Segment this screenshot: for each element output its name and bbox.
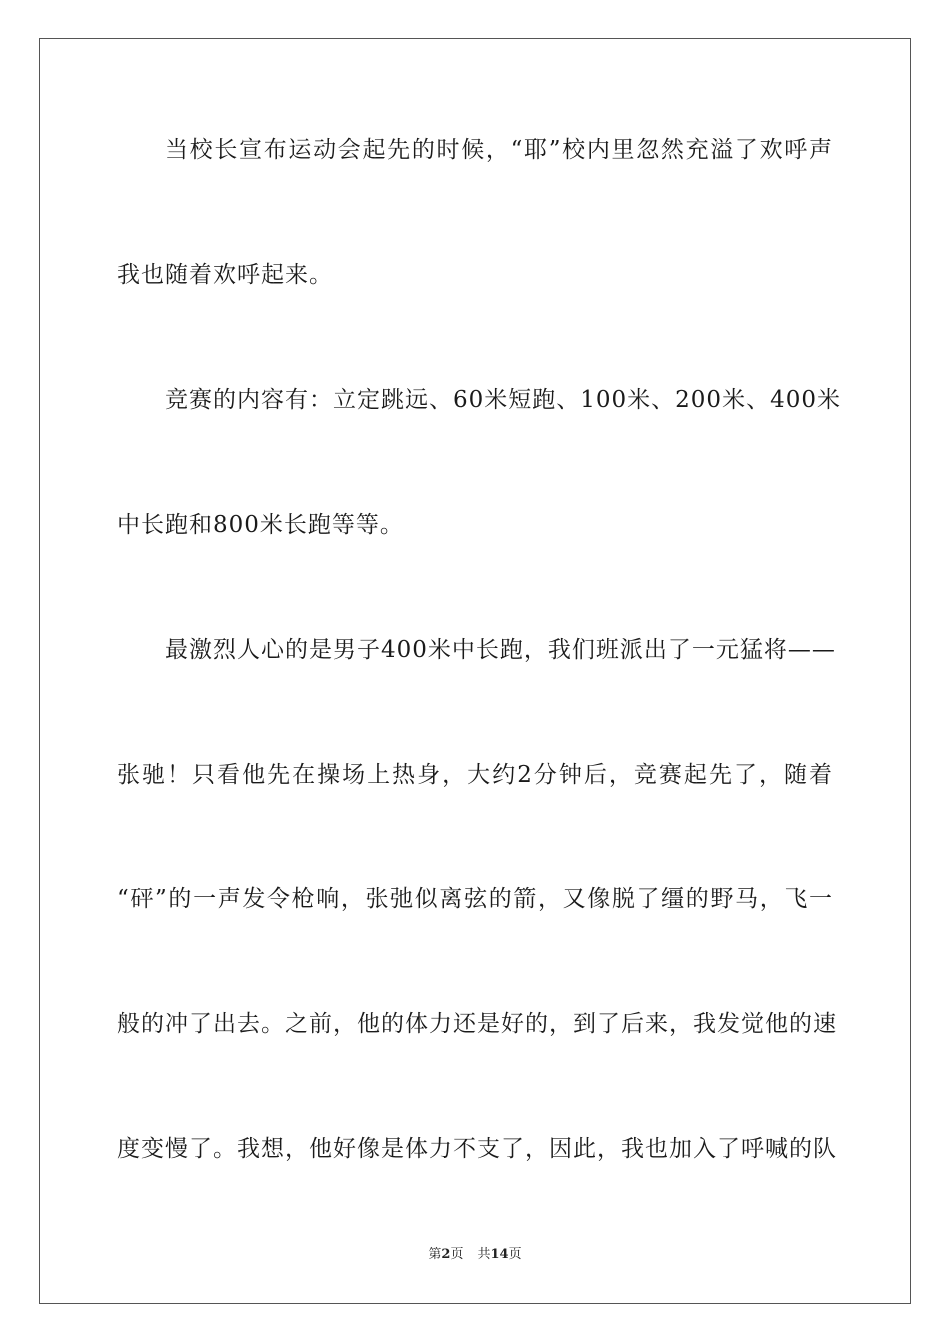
- total-suffix: 页: [508, 1247, 522, 1262]
- text-line: 我也随着欢呼起来。: [117, 262, 333, 288]
- page-footer: [0, 1246, 950, 1264]
- text-line: 度变慢了。我想，他好像是体力不支了，因此，我也加入了呼喊的队: [117, 1136, 837, 1162]
- text-line: “砰”的一声发令枪响，张弛似离弦的箭，又像脱了缰的野马，飞一: [117, 886, 833, 912]
- text-line: 当校长宣布运动会起先的时候，“耶”校内里忽然充溢了欢呼声: [165, 137, 833, 163]
- text-line: 张驰！只看他先在操场上热身，大约2分钟后，竞赛起先了，随着: [117, 762, 833, 788]
- page-number: 2: [441, 1247, 451, 1262]
- total-prefix: 共: [477, 1247, 491, 1262]
- text-line: 中长跑和800米长跑等等。: [117, 512, 404, 538]
- page-border: [39, 38, 911, 1304]
- page-suffix: 页: [450, 1247, 464, 1262]
- total-pages: 14: [490, 1247, 509, 1262]
- text-line: 般的冲了出去。之前，他的体力还是好的，到了后来，我发觉他的速: [117, 1011, 837, 1037]
- text-line: 竞赛的内容有：立定跳远、60米短跑、100米、200米、400米: [165, 387, 841, 413]
- page-prefix: 第: [428, 1247, 442, 1262]
- text-line: 最激烈人心的是男子400米中长跑，我们班派出了一元猛将——: [165, 637, 836, 663]
